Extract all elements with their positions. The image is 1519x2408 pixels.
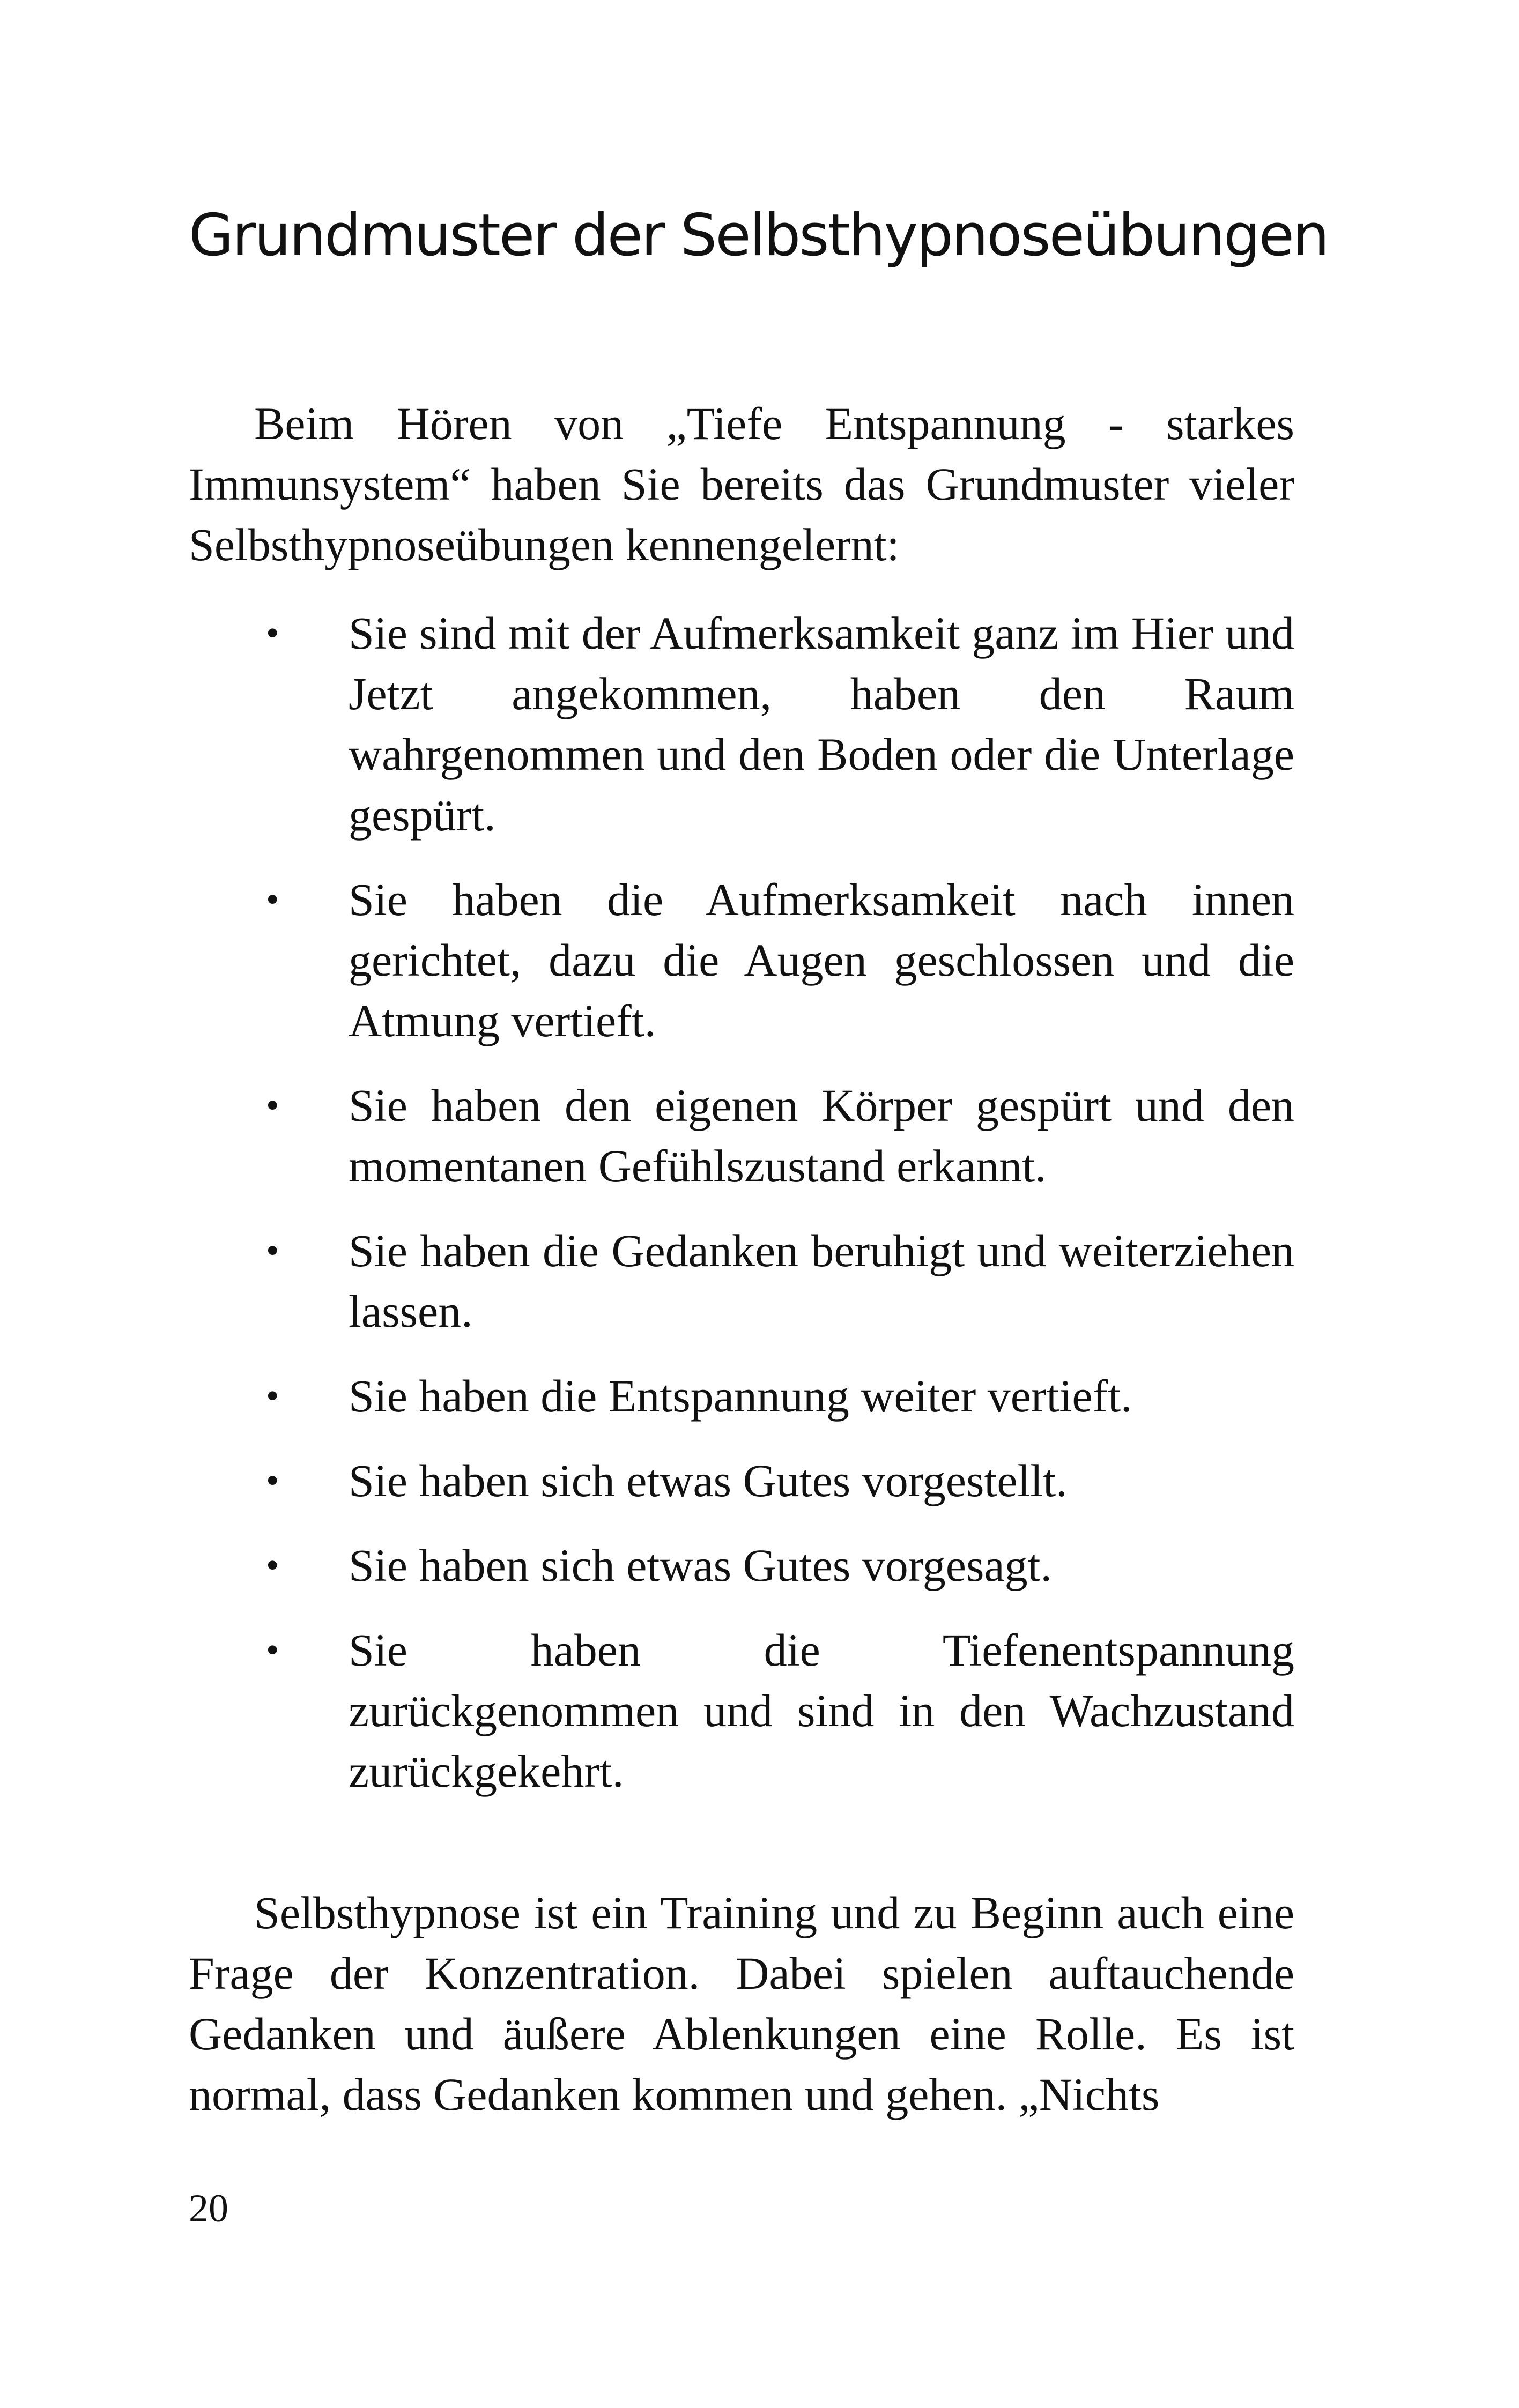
bullet-icon: • bbox=[266, 613, 279, 654]
bullet-icon: • bbox=[266, 879, 279, 920]
closing-paragraph: Selbsthypnose ist ein Training und zu Beginn auch eine Frage der Konzentration. Dabei spielen auftauchende Gedanken und äußere Ablenkungen eine Rolle. Es ist normal, dass Gedanken kommen und gehen. „Nichts bbox=[189, 1887, 1294, 2120]
bullet-icon: • bbox=[266, 1630, 279, 1671]
bullet-icon: • bbox=[266, 1230, 279, 1272]
list-item-text: Sie haben sich etwas Gutes vorgestellt. bbox=[349, 1455, 1068, 1506]
list-item-text: Sie haben die Aufmerksamkeit nach innen gerichtet, dazu die Augen geschlossen und die Atmung vertieft. bbox=[349, 874, 1294, 1046]
intro-paragraph: Beim Hören von „Tiefe Entspannung - starkes Immunsystem“ haben Sie bereits das Grundmuster vieler Selbsthypnoseübungen kennengelernt: bbox=[189, 398, 1294, 570]
list-item-text: Sie haben die Gedanken beruhigt und weiterziehen lassen. bbox=[349, 1225, 1294, 1337]
page-number: 20 bbox=[189, 2187, 228, 2231]
list-item bbox=[257, 1221, 1294, 1342]
list-item bbox=[257, 1620, 1294, 1802]
bullet-icon: • bbox=[266, 1460, 279, 1502]
list-item-text: Sie haben den eigenen Körper gespürt und den momentanen Gefühlszustand erkannt. bbox=[349, 1080, 1294, 1192]
list-item-text: Sie haben die Entspannung weiter vertieft. bbox=[349, 1370, 1132, 1422]
bullet-icon: • bbox=[266, 1545, 279, 1586]
list-item bbox=[257, 1451, 1294, 1511]
list-item-text: Sie sind mit der Aufmerksamkeit ganz im Hier und Jetzt angekommen, haben den Raum wahrgenommen und den Boden oder die Unterlage gespürt. bbox=[349, 607, 1294, 841]
bullet-list bbox=[257, 603, 1294, 1802]
list-item bbox=[257, 1535, 1294, 1596]
list-item-text: Sie haben die Tiefenentspannung zurückgenommen und sind in den Wachzustand zurückgekehrt. bbox=[349, 1624, 1294, 1797]
list-item bbox=[257, 869, 1294, 1051]
bullet-icon: • bbox=[266, 1376, 279, 1417]
list-item-text: Sie haben sich etwas Gutes vorgesagt. bbox=[349, 1540, 1053, 1591]
list-item bbox=[257, 1075, 1294, 1196]
list-item bbox=[257, 603, 1294, 845]
bullet-icon: • bbox=[266, 1085, 279, 1126]
page-heading: Grundmuster der Selbsthypnoseübungen bbox=[189, 202, 1328, 269]
list-item bbox=[257, 1366, 1294, 1426]
